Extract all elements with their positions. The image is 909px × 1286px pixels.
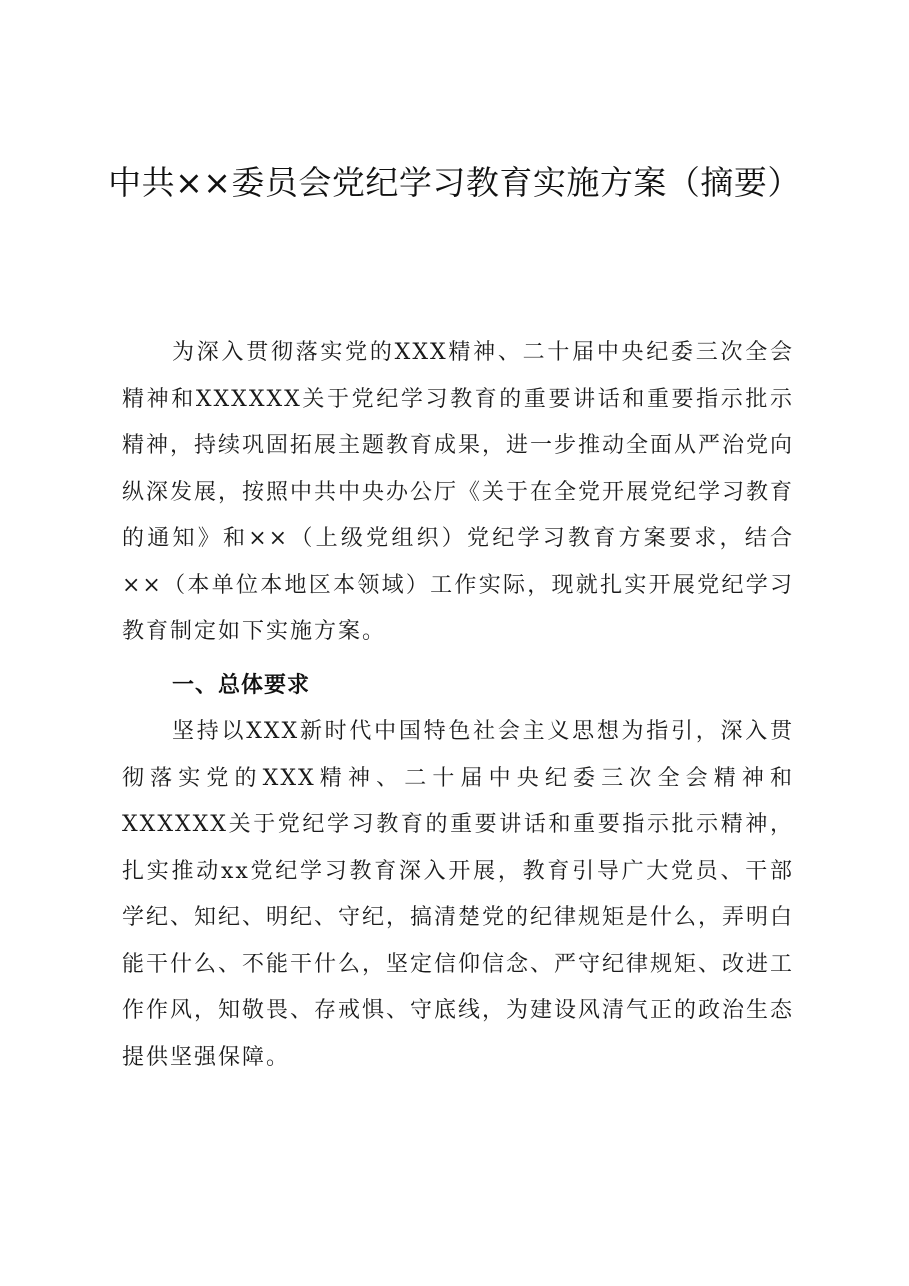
section-heading-general-requirements: 一、总体要求	[172, 673, 311, 698]
intro-paragraph: 为深入贯彻落实党的XXX精神、二十届中央纪委三次全会精神和XXXXXX关于党纪学习教育的重要讲话和重要指示批示精神，持续巩固拓展主题教育成果，进一步推动全面从严治党向纵深发展，按照中共中央办公厅《关于在全党开展党纪学习教育的通知》和××（上级党组织）党纪学习教育方案要求，结合××（本单位本地区本领域）工作实际，现就扎实开展党纪学习教育制定如下实施方案。	[122, 340, 795, 644]
section-1-paragraph: 坚持以XXX新时代中国特色社会主义思想为指引，深入贯彻落实党的XXX精神、二十届中央纪委三次全会精神和XXXXXX关于党纪学习教育的重要讲话和重要指示批示精神，扎实推动xx党纪学习教育深入开展，教育引导广大党员、干部学纪、知纪、明纪、守纪，搞清楚党的纪律规矩是什么，弄明白能干什么、不能干什么，坚定信仰信念、严守纪律规矩、改进工作作风，知敬畏、存戒惧、守底线，为建设风清气正的政治生态提供坚强保障。	[122, 719, 795, 1070]
document-title: 中共××委员会党纪学习教育实施方案（摘要）	[108, 163, 801, 202]
